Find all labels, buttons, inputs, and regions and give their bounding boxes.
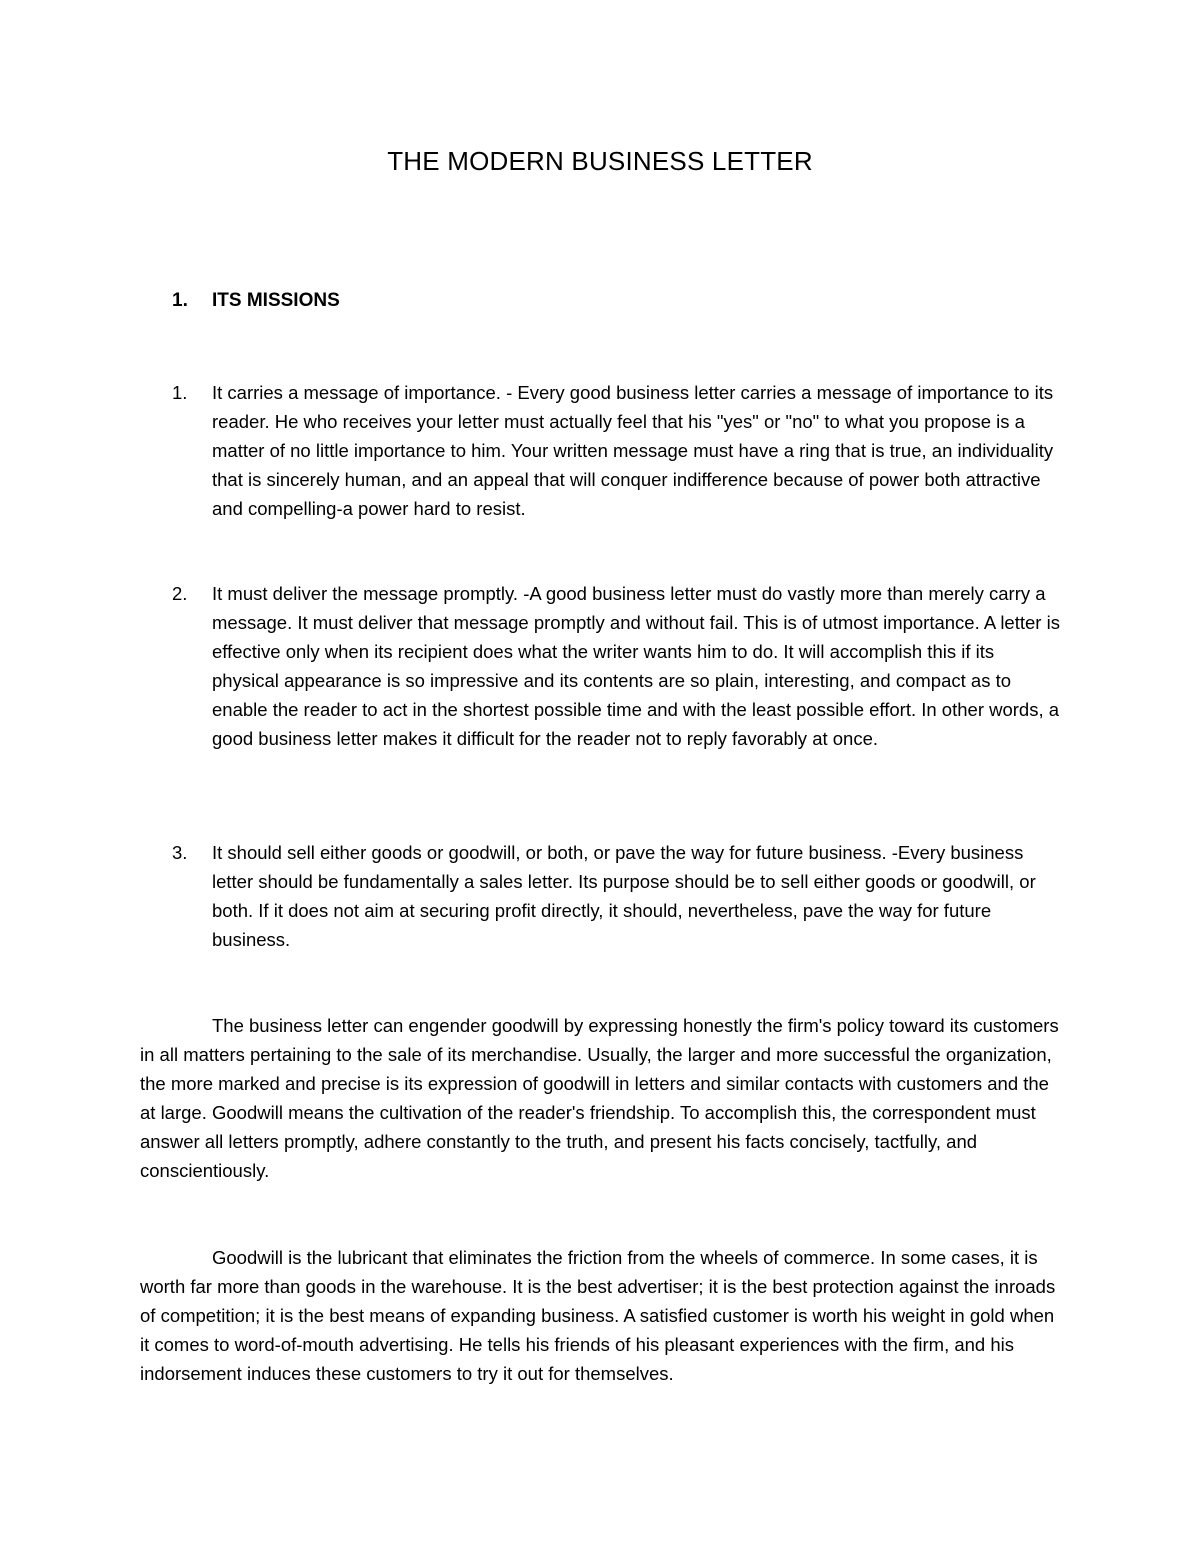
mission-item [172,579,1062,753]
mission-text: It should sell either goods or goodwill, or both, or pave the way for future business. -Every business letter should be fundamentally a sales letter. Its purpose should be to sell either goods or goodwill, or both. If it does not aim at securing profit directly, it should, nevertheless, pave the way for future business. [212,842,1036,950]
mission-number: 3. [172,842,188,863]
document-title: THE MODERN BUSINESS LETTER [387,146,813,176]
mission-number: 2. [172,583,188,604]
section-number: 1. [172,290,188,311]
mission-number: 1. [172,382,188,403]
body-paragraph-goodwill-policy: The business letter can engender goodwill by expressing honestly the firm's policy toward its customers in all matters pertaining to the sale of its merchandise. Usually, the larger and more successful the organization, the more marked and precise is its expression of goodwill in letters and similar contacts with customers and the at large. Goodwill means the cultivation of the reader's friendship. To accomplish this, the correspondent must answer all letters promptly, adhere constantly to the truth, and present his facts concisely, tactfully, and conscientiously. [140,1015,1059,1181]
mission-item [172,378,1062,523]
mission-item [172,838,1062,954]
mission-text: It carries a message of importance. - Every good business letter carries a message of importance to its reader. He who receives your letter must actually feel that his "yes" or "no" to what you propose is a matter of no little importance to him. Your written message must have a ring that is true, an individuality that is sincerely human, and an appeal that will conquer indifference because of power both attractive and compelling-a power hard to resist. [212,382,1054,519]
section-heading [172,290,340,312]
body-paragraph-goodwill-lubricant: Goodwill is the lubricant that eliminates the friction from the wheels of commerce. In some cases, it is worth far more than goods in the warehouse. It is the best advertiser; it is the best protection against the inroads of competition; it is the best means of expanding business. A satisfied customer is worth his weight in gold when it comes to word-of-mouth advertising. He tells his friends of his pleasant experiences with the firm, and his indorsement induces these customers to try it out for themselves. [140,1247,1056,1384]
mission-text: It must deliver the message promptly. -A good business letter must do vastly more than merely carry a message. It must deliver that message promptly and without fail. This is of utmost importance. A letter is effective only when its recipient does what the writer wants him to do. It will accomplish this if its physical appearance is so impressive and its contents are so plain, interesting, and compact as to enable the reader to act in the shortest possible time and with the least possible effort. In other words, a good business letter makes it difficult for the reader not to reply favorably at once. [212,583,1060,749]
section-heading-text: ITS MISSIONS [212,290,340,311]
